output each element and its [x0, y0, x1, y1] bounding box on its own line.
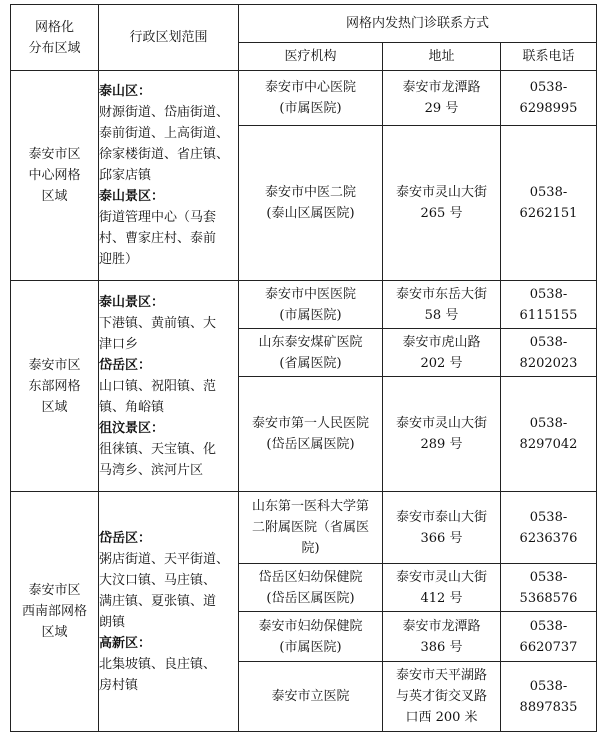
- header-institution: 医疗机构: [239, 43, 383, 71]
- hospital-address: 泰安市虎山路 202 号: [383, 329, 501, 377]
- header-scope: 行政区划范围: [99, 5, 239, 71]
- fever-clinic-table: [10, 4, 597, 732]
- hospital-name: 泰安市妇幼保健院 (市属医院): [239, 612, 383, 662]
- region-scope: 岱岳区： 粥店街道、天平街道、 大汶口镇、马庄镇、 满庄镇、夏张镇、道 朗镇 高新区： 北集坡镇、良庄镇、 房村镇: [99, 492, 239, 732]
- header-contact: 网格内发热门诊联系方式: [239, 5, 597, 43]
- hospital-phone: 0538-5368576: [501, 564, 597, 612]
- hospital-name: 岱岳区妇幼保健院 (岱岳区属医院): [239, 564, 383, 612]
- header-area: 网格化 分布区域: [11, 5, 99, 71]
- hospital-name: 泰安市立医院: [239, 662, 383, 732]
- hospital-name: 泰安市中医二院 (泰山区属医院): [239, 126, 383, 281]
- header-address: 地址: [383, 43, 501, 71]
- hospital-address: 泰安市天平湖路 与英才街交叉路 口西 200 米: [383, 662, 501, 732]
- hospital-name: 山东第一医科大学第 二附属医院（省属医 院): [239, 492, 383, 564]
- hospital-address: 泰安市灵山大街 289 号: [383, 377, 501, 492]
- hospital-address: 泰安市泰山大街 366 号: [383, 492, 501, 564]
- hospital-phone: 0538-6262151: [501, 126, 597, 281]
- hospital-phone: 0538-6298995: [501, 71, 597, 126]
- region-area: 泰安市区 中心网格 区域: [11, 71, 99, 281]
- hospital-phone: 0538-8297042: [501, 377, 597, 492]
- hospital-address: 泰安市东岳大街 58 号: [383, 281, 501, 329]
- hospital-phone: 0538-6115155: [501, 281, 597, 329]
- hospital-phone: 0538-6236376: [501, 492, 597, 564]
- region-scope: 泰山区： 财源街道、岱庙街道、 泰前街道、上高街道、 徐家楼街道、省庄镇、 邱家店镇 泰山景区： 街道管理中心（马套 村、曹家庄村、泰前 迎胜）: [99, 71, 239, 281]
- hospital-phone: 0538-6620737: [501, 612, 597, 662]
- hospital-phone: 0538-8897835: [501, 662, 597, 732]
- region-area: 泰安市区 西南部网格 区域: [11, 492, 99, 732]
- region-area: 泰安市区 东部网格 区域: [11, 281, 99, 492]
- hospital-name: 山东泰安煤矿医院 (省属医院): [239, 329, 383, 377]
- header-phone: 联系电话: [501, 43, 597, 71]
- hospital-address: 泰安市龙潭路 386 号: [383, 612, 501, 662]
- hospital-phone: 0538-8202023: [501, 329, 597, 377]
- hospital-address: 泰安市灵山大街 265 号: [383, 126, 501, 281]
- region-scope: 泰山景区： 下港镇、黄前镇、大 津口乡 岱岳区： 山口镇、祝阳镇、范 镇、角峪镇 徂汶景区： 徂徕镇、天宝镇、化 马湾乡、滨河片区: [99, 281, 239, 492]
- hospital-name: 泰安市中心医院 (市属医院): [239, 71, 383, 126]
- hospital-address: 泰安市龙潭路 29 号: [383, 71, 501, 126]
- hospital-name: 泰安市中医医院 (市属医院): [239, 281, 383, 329]
- hospital-name: 泰安市第一人民医院 (岱岳区属医院): [239, 377, 383, 492]
- hospital-address: 泰安市灵山大街 412 号: [383, 564, 501, 612]
